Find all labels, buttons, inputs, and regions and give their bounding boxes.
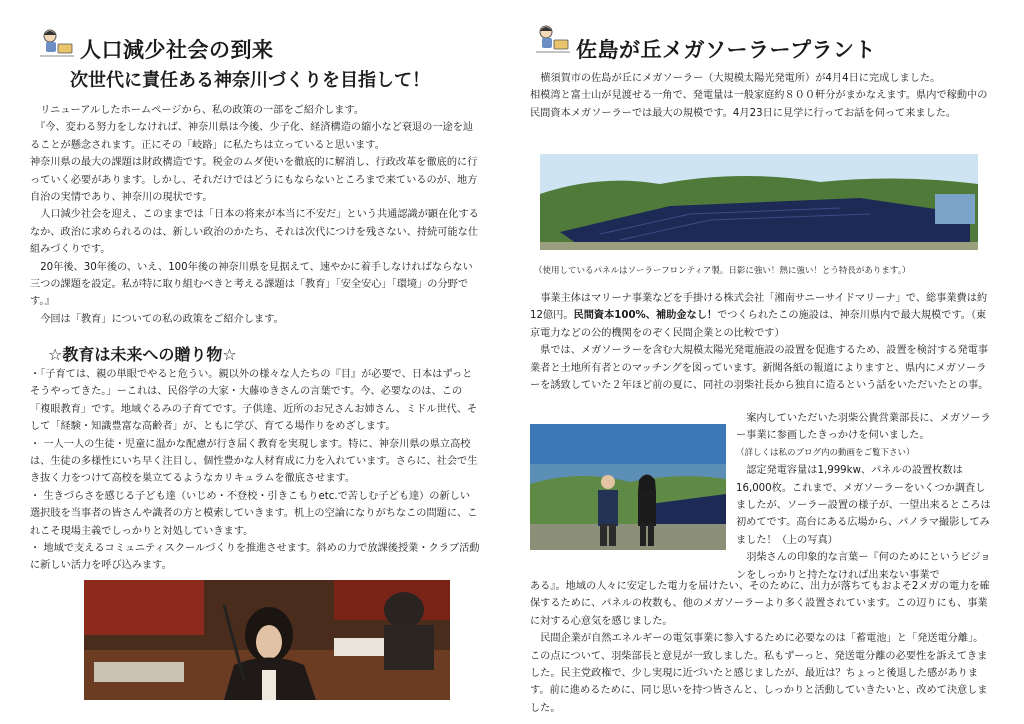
interview-paragraph: 案内していただいた羽柴公貴営業部長に、メガソーラー事業に参画したきっかけを伺いました。 bbox=[736, 413, 991, 442]
intro-paragraph: 『今、変わる努力をしなければ、神奈川県は今後、少子化、経済構造の縮小など衰退の一途を辿ることが懸念されます。正にその「岐路」に私たちは立っていると思います。 bbox=[30, 122, 474, 151]
site-visit-photo bbox=[530, 424, 726, 550]
section-title-education: ☆教育は未来への贈り物☆ bbox=[48, 345, 237, 364]
business-paragraphs bbox=[530, 290, 992, 394]
mascot-illustration-icon bbox=[36, 26, 76, 60]
education-item: ・ 地域で支えるコミュニティスクールづくりを推進させます。斜めの力で放課後授業・クラブ活動に新しい活力を呼び込みます。 bbox=[30, 543, 480, 572]
interview-paragraph: 羽柴さんの印象的な言葉ー『何のためにというビジョンをしっかりと持たなければ出来ない事業で bbox=[736, 552, 991, 581]
business-text: 事業主体はマリーナ事業などを手掛ける株式会社「湘南サニーサイドマリーナ」で、総事業費は約12億円。 bbox=[530, 293, 988, 322]
interview-paragraph: 認定発電容量は1,999kw、パネルの設置枚数は16,000枚。これまで、メガソーラーをいくつか調査しましたが、ソーラー設置の様子が、一望出来るところは初めてです。高台にある広場から、パノラマ撮影してみました！（上の写真） bbox=[736, 465, 991, 546]
blog-note: （詳しくは私のブログ内の動画をご覧下さい） bbox=[736, 447, 915, 458]
left-title: 人口減少社会の到来 bbox=[80, 38, 274, 62]
mascot-illustration-icon bbox=[532, 22, 572, 56]
right-title: 佐島が丘メガソーラープラント bbox=[576, 38, 876, 62]
left-intro bbox=[30, 102, 480, 328]
business-text: でつくられたこの施設は、神奈川県内で最大規模です。（東京電力などの公的機関をのぞく民間企業との比較です） bbox=[530, 310, 987, 339]
education-item: ・ 生きづらさを感じる子ども達（いじめ・不登校・引きこもりetc.で苦しむ子ども達）の新しい選択肢を当事者の皆さんや識者の方と模索していきます。机上の空論になりがちなこの問題に、これこそ現場主義でしっかりと対処していきます。 bbox=[30, 490, 478, 537]
prefecture-paragraph: 県では、メガソーラーを含む大規模太陽光発電施設の設置を促進するため、設置を検討する発電事業者と土地所有者とのマッチングを図っています。新聞各紙の報道によりますと、県内にメガソーラーを誘致していた２年ほど前の夏に、同社の羽柴社長から独自に造るという話をいただいたとの事。 bbox=[530, 345, 989, 392]
solar-panorama-photo bbox=[540, 154, 978, 250]
intro-paragraph: 相模湾と富士山が見渡せる一角で、発電量は一般家庭約８００軒分がまかなえます。県内で稼動中の民間資本メガソーラーでは最大の規模です。4月23日に見学に行ってお話を伺って来ました。 bbox=[530, 90, 988, 119]
business-highlight: 民間資本100%、補助金なし！ bbox=[573, 310, 718, 322]
panel-caption: （使用しているパネルはソーラーフロンティア製。日影に強い！熱に強い！とう特長があります。） bbox=[534, 266, 911, 276]
intro-paragraph: 20年後、30年後の、いえ、100年後の神奈川県を見据えて、速やかに着手しなければならない三つの課題を設定。私が特に取り組むべきと考える課題は「教育」「安全安心」「環境」の分野です。』 bbox=[30, 261, 473, 308]
intro-paragraph: 横須賀市の佐島が丘にメガソーラー（大規模太陽光発電所）が4月4日に完成しました。 bbox=[540, 73, 941, 84]
intro-paragraph: リニューアルしたホームページから、私の政策の一部をご紹介します。 bbox=[40, 105, 365, 116]
closing-paragraph: 民間企業が自然エネルギーの電気事業に参入するために必要なのは「蓄電池」と「発送電分離」。この点について、羽柴部長と意見が一致しました。私もずーっと、発送電分離の必要性を訴えてきました。民主党政権で、少し実現に近づいたと感じましたが、最近は？ちょっと後退した感があります。前に進めるために、同じ思いを持つ皆さんと、しっかりと活動していきたいと、改めて決意しました。 bbox=[530, 633, 988, 714]
education-list bbox=[30, 366, 480, 575]
education-item: ・「子育ては、親の単眼でやると危うい。親以外の様々な人たちの『目』が必要で、日本はずっとそうやってきた。」ーこれは、民俗学の大家・大藤ゆきさんの言葉です。今、必要なのは、この「複眼教育」です。地域ぐるみの子育てです。子供達、近所のお兄さんお姉さん、ミドル世代、そして「経験・知識豊富な高齢者」が、ともに学び、育てる場作りをめざします。 bbox=[30, 369, 478, 433]
education-item: ・ 一人一人の生徒・児童に温かな配慮が行き届く教育を実現します。特に、神奈川県の県立高校は、生徒の多様性にいち早く注目し、個性豊かな人材育成に力を入れています。さらに、社会で生き抜く力をつけて高校を巣立てるようなカリキュラムを徹底させます。 bbox=[30, 438, 478, 485]
intro-paragraph: 神奈川県の最大の課題は財政構造です。税金のムダ使いを徹底的に解消し、行政改革を徹底的に行っていく必要があります。しかし、それだけではどうにもならないところまで来ているのが、地方自治の実情であり、神奈川の現状です。 bbox=[30, 157, 478, 204]
intro-paragraph: 人口減少社会を迎え、このままでは「日本の将来が本当に不安だ」という共通認識が顕在化するなか、政治に求められるのは、新しい政治のかたち、それは次代につけを残さない、持続可能な仕組みづくりです。 bbox=[30, 209, 479, 256]
business-paragraph bbox=[530, 290, 992, 342]
closing-paragraphs bbox=[530, 578, 992, 717]
interview-text bbox=[736, 410, 992, 584]
right-intro bbox=[530, 70, 992, 122]
assembly-photo bbox=[84, 580, 450, 700]
intro-paragraph: 今回は「教育」についての私の政策をご紹介します。 bbox=[40, 313, 284, 325]
left-subtitle: 次世代に責任ある神奈川づくりを目指して！ bbox=[70, 70, 430, 91]
vision-paragraph: ある』。地域の人々に安定した電力を届けたい、そのために、出力が落ちてもおよそ2メガの電力を確保するために、パネルの枚数も、他のメガソーラーより多く設置されています。この辺りにも、事業に対する心意気を感じました。 bbox=[530, 581, 990, 627]
